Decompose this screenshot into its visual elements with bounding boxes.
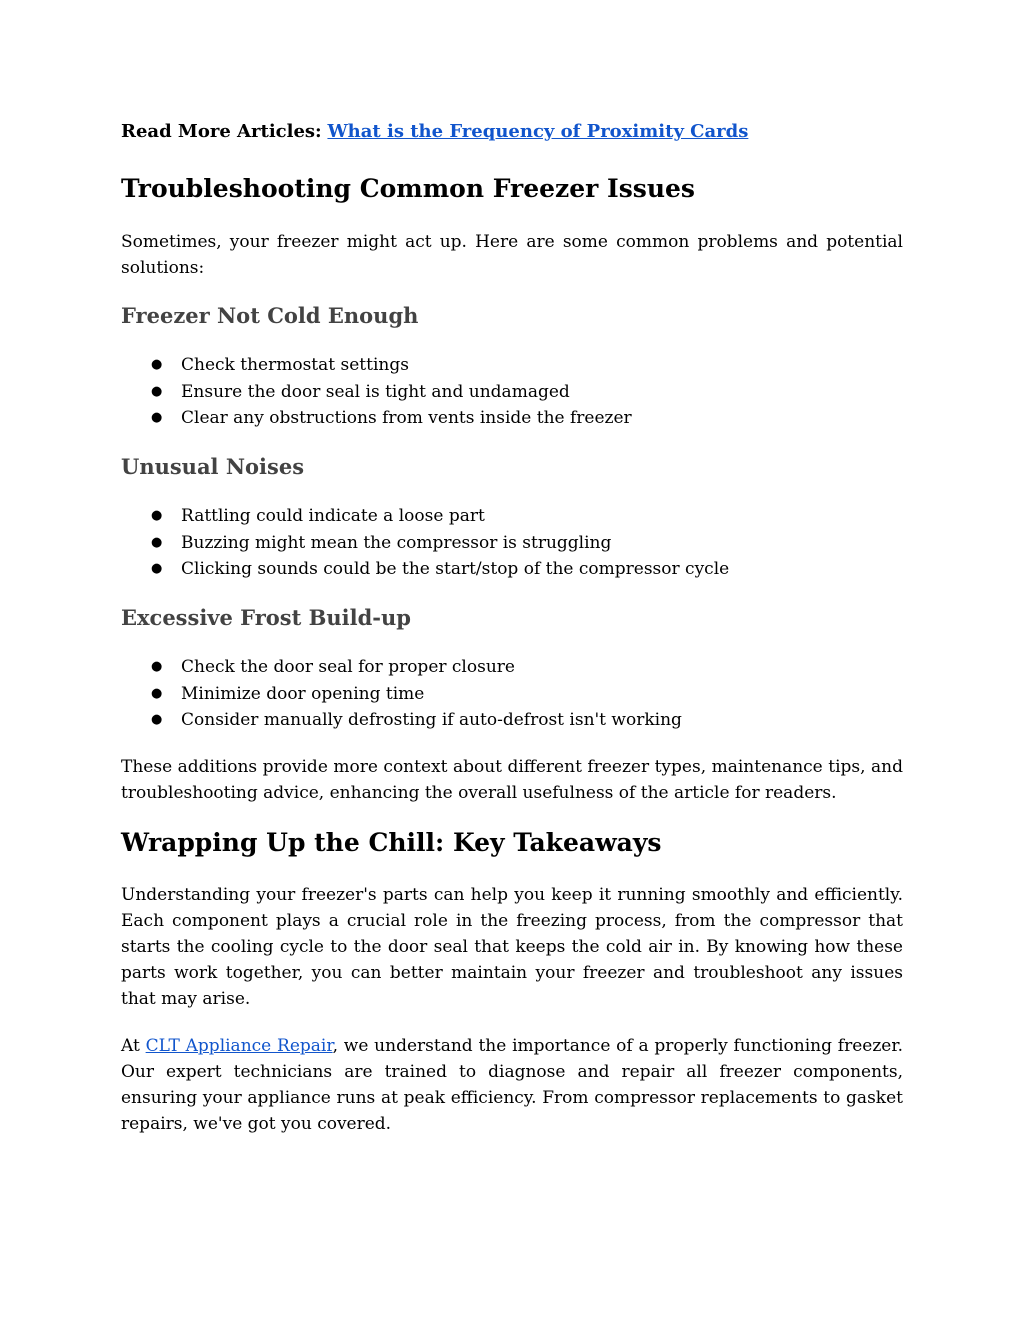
bullet-icon: ● <box>151 410 163 426</box>
list-item: ● Buzzing might mean the compressor is struggling <box>121 530 729 557</box>
bullet-icon: ● <box>151 561 163 577</box>
clt-appliance-repair-link[interactable]: CLT Appliance Repair <box>145 1036 333 1056</box>
takeaways-paragraph-2: At CLT Appliance Repair, we understand the importance of a properly functioning freezer. Our expert technicians are trained to diagnose and repair all freezer components, ensuring your appliance runs at peak efficiency. From compressor replacements to gasket repairs, we've got you covered. <box>121 1036 903 1134</box>
read-more-link[interactable]: What is the Frequency of Proximity Cards <box>327 121 749 142</box>
subheading-noises: Unusual Noises <box>121 454 305 479</box>
read-more-line <box>121 119 748 145</box>
list-frost <box>121 654 682 734</box>
subheading-frost: Excessive Frost Build-up <box>121 605 411 630</box>
subheading-not-cold: Freezer Not Cold Enough <box>121 303 419 328</box>
list-item: ● Clear any obstructions from vents inside the freezer <box>121 405 632 432</box>
bullet-icon: ● <box>151 712 163 728</box>
heading-troubleshooting: Troubleshooting Common Freezer Issues <box>121 174 695 203</box>
list-noises <box>121 503 729 583</box>
takeaways-paragraph-1: Understanding your freezer's parts can help you keep it running smoothly and efficiently. Each component plays a crucial role in the freezing process, from the compressor that starts the cooling cycle to the door seal that keeps the cold air in. By knowing how these parts work together, you can better maintain your freezer and troubleshoot any issues that may arise. <box>121 885 903 1009</box>
list-item: ● Clicking sounds could be the start/stop of the compressor cycle <box>121 556 729 583</box>
bullet-icon: ● <box>151 659 163 674</box>
list-item: ● Check thermostat settings <box>121 352 632 379</box>
list-not-cold <box>121 352 632 432</box>
read-more-label: Read More Articles: <box>121 121 322 142</box>
troubleshooting-closing: These additions provide more context about different freezer types, maintenance tips, and troubleshooting advice, enhancing the overall usefulness of the article for readers. <box>121 757 903 803</box>
list-item: ● Minimize door opening time <box>121 681 682 708</box>
troubleshooting-intro: Sometimes, your freezer might act up. Here are some common problems and potential solutions: <box>121 232 903 278</box>
list-item: ● Consider manually defrosting if auto-defrost isn't working <box>121 707 682 734</box>
bullet-icon: ● <box>151 508 163 523</box>
list-item: ● Check the door seal for proper closure <box>121 654 682 681</box>
list-item: ● Rattling could indicate a loose part <box>121 503 729 530</box>
bullet-icon: ● <box>151 534 163 550</box>
bullet-icon: ● <box>151 357 163 372</box>
bullet-icon: ● <box>151 685 163 701</box>
bullet-icon: ● <box>151 383 163 399</box>
list-item: ● Ensure the door seal is tight and undamaged <box>121 379 632 406</box>
heading-takeaways: Wrapping Up the Chill: Key Takeaways <box>121 828 662 857</box>
